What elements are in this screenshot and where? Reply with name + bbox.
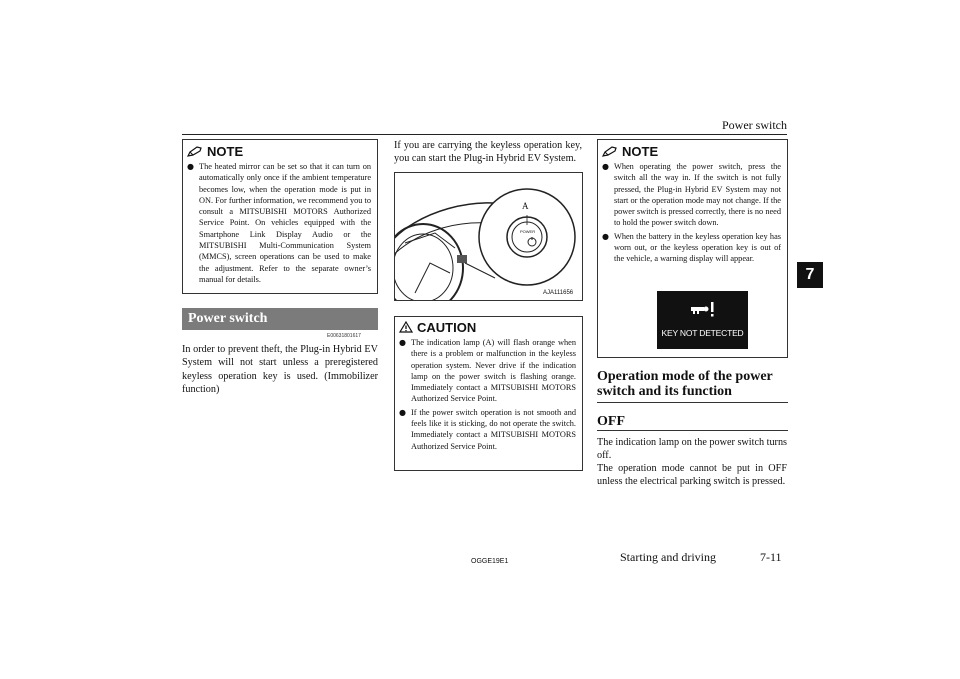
- running-header-title: Power switch: [722, 118, 787, 132]
- caution-box: [394, 316, 583, 471]
- caution-item: ● The indication lamp (A) will flash orange when there is a problem or malfunction in the keyless operation system. Never drive if the indication lamp on the power switch is flashing orange. Immediately contact a MITSUBISHI MOTORS Authorized Service Point.: [399, 338, 576, 404]
- note-box-left: [182, 139, 378, 294]
- note-item: ● When the battery in the keyless operation key has worn out, or the keyless operation key is out of the vehicle, a warning display will appear.: [602, 231, 781, 264]
- immobilizer-paragraph: In order to prevent theft, the Plug-in Hybrid EV System will not start unless a preregistered keyless operation key is used. (Immobilizer function): [182, 344, 378, 395]
- callout-label-a: A: [522, 201, 529, 211]
- note-heading: NOTE: [183, 143, 377, 159]
- heading-rule: [597, 402, 788, 403]
- section-heading-operation-mode: Operation mode of the power switch and its function: [597, 369, 773, 399]
- note-pencil-icon: [187, 146, 203, 157]
- key-not-detected-display: [657, 291, 748, 349]
- warning-triangle-icon: [399, 321, 413, 333]
- display-text: KEY NOT DETECTED: [661, 328, 744, 338]
- note-pencil-icon: [602, 146, 618, 157]
- note-item: ● When operating the power switch, press the switch all the way in. If the switch is not fully pressed, the Plug-in Hybrid EV System may not start or the operation mode may not change. If the power switch is pressed correctly, there is no need to hold the power switch down.: [602, 162, 781, 228]
- footer-page-number: 7-11: [760, 550, 782, 564]
- header-rule: [182, 134, 787, 135]
- power-switch-figure: [394, 172, 583, 301]
- figure-code: AJA111656: [543, 290, 574, 296]
- chapter-tab: 7: [797, 262, 823, 288]
- section-banner-power-switch: Power switch: [182, 308, 378, 330]
- dashboard-illustration: [395, 173, 583, 301]
- key-warning-icon: [690, 300, 716, 318]
- subheading-rule: [597, 430, 788, 431]
- off-paragraph-1: The indication lamp on the power switch turns off.: [597, 437, 787, 462]
- caution-item: ● If the power switch operation is not smooth and feels like it is sticking, do not operate the switch. Immediately contact a MITSUBISHI MOTORS Authorized Service Point.: [399, 407, 576, 451]
- off-paragraph-2: The operation mode cannot be put in OFF unless the electrical parking switch is pressed.: [597, 463, 787, 488]
- note-box-right: [597, 139, 788, 358]
- intro-paragraph: If you are carrying the keyless operation key, you can start the Plug-in Hybrid EV System.: [394, 140, 582, 165]
- section-code: E00631801617: [327, 333, 361, 339]
- note-heading: NOTE: [598, 143, 787, 159]
- note-item: ● The heated mirror can be set so that it can turn on automatically only once if the ambient temperature becomes low, when the operation mode is put in ON. For further information, we recommend you to consult a MITSUBISHI MOTORS Authorized Service Point. On vehicles equipped with the Smartphone Link Display Audio or the MITSUBISHI Multi-Communication System (MMCS), screen operations can be used to make the adjustment. Refer to the separate owner’s manual for details.: [187, 162, 371, 284]
- caution-heading: CAUTION: [395, 319, 582, 335]
- footer-doc-code: OGGE19E1: [471, 558, 509, 565]
- footer-chapter: Starting and driving: [620, 550, 716, 564]
- power-button-text: POWER: [520, 229, 536, 234]
- subheading-off: OFF: [597, 414, 625, 429]
